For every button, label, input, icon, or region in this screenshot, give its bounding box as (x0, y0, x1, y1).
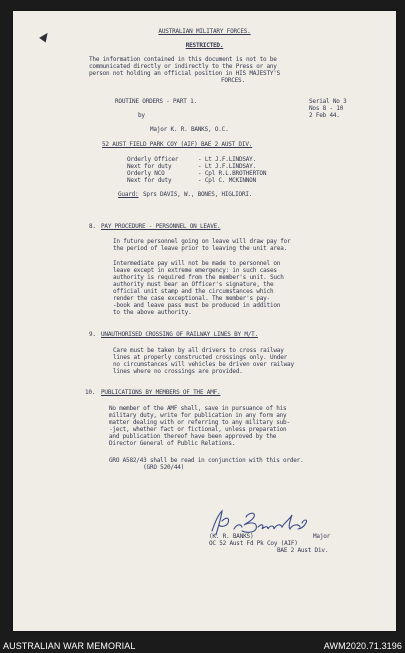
classification: RESTRICTED. (185, 42, 224, 49)
section-heading: UNAUTHORISED CROSSING OF RAILWAY LINES BY M/T. (101, 331, 258, 338)
signatory-name: (K. R. BANKS) (209, 533, 254, 540)
document-page (13, 11, 396, 631)
section-paragraph (109, 457, 304, 471)
caveat-line: communicated directly or indirectly to the Press or any (89, 63, 277, 70)
paragraph-line: authority must bear an Officer's signature, the (113, 281, 274, 288)
section-paragraph (109, 405, 290, 447)
paragraph-line: no circumstances will vehicles be driven over railway (113, 361, 294, 368)
paragraph-line: Director General of Public Relations. (109, 440, 236, 447)
paragraph-line: Intermediate pay will not be made to personnel on (113, 260, 281, 267)
duty-name: - Cpl C. MCKINNON (198, 177, 257, 184)
duty-role: Next for duty (127, 177, 172, 184)
section-paragraph (113, 260, 284, 316)
paragraph-line: the period of leave prior to leaving the unit area. (113, 245, 288, 252)
paragraph-line: GRO A582/43 shall be read in conjunction with this order. (109, 457, 304, 464)
order-numbers: Nos 8 - 10 (309, 105, 344, 112)
signatory-rank: Major (313, 533, 331, 540)
by-text: by (138, 112, 145, 119)
paragraph-line: Care must be taken by all drivers to cross railway (113, 347, 284, 354)
issuer: Major K. R. BANKS, O.C. (150, 126, 229, 133)
section-paragraph (113, 347, 294, 375)
paragraph-line: to the above authority. (113, 309, 192, 316)
guard-label: Guard: (118, 191, 139, 198)
paragraph-line: authority is required from the member's unit. Such (113, 274, 284, 281)
paragraph-line: (GRO 520/44) (109, 464, 185, 471)
paragraph-line: In future personnel going on leave will draw pay for (113, 238, 291, 245)
caveat-line: person not holding an official position in HIS MAJESTY'S (89, 70, 281, 77)
paragraph-line: official unit stamp and the circumstances which (113, 288, 274, 295)
orders-title: ROUTINE ORDERS - PART 1. (115, 98, 197, 105)
unit-name: 52 AUST FIELD PARK COY (AIF) BAE 2 AUST DIV. (102, 141, 253, 148)
document-heading: AUSTRALIAN MILITARY FORCES. (158, 28, 251, 35)
duty-role: Orderly Officer (127, 156, 179, 163)
duty-name: - Lt J.F.LINDSAY. (198, 156, 257, 163)
guard-list: Sprs DAVIS, W., BONES, HIGLIORI. (143, 191, 253, 198)
paragraph-line: lines where no crossings are provided. (113, 368, 243, 375)
duty-name: - Cpl R.L.BROTHERTON (198, 170, 267, 177)
paragraph-line: military duty, write for publication in any form any (109, 412, 287, 419)
paragraph-line: -ject, whether fact or fictional, unless preparation (109, 426, 287, 433)
duty-role: Next for duty (127, 163, 172, 170)
caveat-line: FORCES. (221, 77, 245, 84)
section-heading: PUBLICATIONS BY MEMBERS OF THE AMF. (101, 389, 221, 396)
paragraph-line: -book and leave pass must be produced in addition (113, 302, 281, 309)
signatory-appointment: OC 52 Aust Fd Pk Coy (AIF) (209, 540, 298, 547)
section-number: 9. (89, 331, 96, 338)
paragraph-line: lines at properly constructed crossings only. Under (113, 354, 288, 361)
section-paragraph (113, 238, 290, 252)
signatory-formation: BAE 2 Aust Div. (277, 547, 329, 554)
section-heading: PAY PROCEDURE - PERSONNEL ON LEAVE. (101, 223, 221, 230)
section-number: 8. (89, 223, 96, 230)
archive-footer (0, 641, 405, 653)
archive-reference: AWM2020.71.3196 (323, 641, 402, 651)
caveat-block (89, 56, 280, 84)
paragraph-line: render the case exceptional. The member's pay- (113, 295, 270, 302)
paragraph-line: No member of the AMF shall, save in pursuance of his (109, 405, 287, 412)
section-number: 10. (85, 389, 96, 396)
duty-name: - Lt J.F.LINDSAY. (198, 163, 257, 170)
paragraph-line: and publication thereof have been approved by the (109, 433, 277, 440)
duty-role: Orderly NCO (127, 170, 165, 177)
paragraph-line: matter dealing with or referring to any military sub- (109, 419, 290, 426)
order-date: 2 Feb 44. (309, 112, 340, 119)
archive-name: AUSTRALIAN WAR MEMORIAL (3, 641, 136, 651)
serial-number: Serial No 3 (309, 98, 347, 105)
caveat-line: The information contained in this document is not to be (89, 56, 277, 63)
paragraph-line: leave except in extreme emergency: in such cases (113, 267, 277, 274)
